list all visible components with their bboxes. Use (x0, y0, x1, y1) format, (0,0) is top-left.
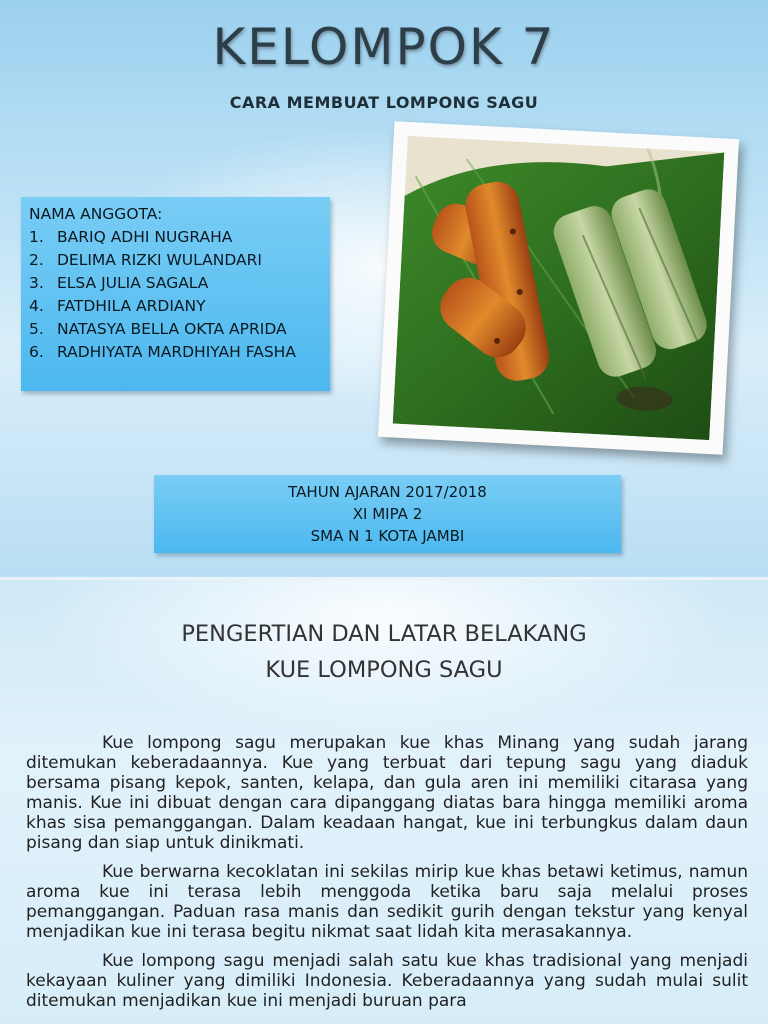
body-text (26, 733, 748, 1020)
member-item (29, 341, 330, 364)
member-item (29, 272, 330, 295)
lompong-sagu-image (393, 136, 725, 440)
member-item (29, 226, 330, 249)
section-title-line-2: KUE LOMPONG SAGU (265, 657, 503, 683)
member-number: 5. (29, 320, 44, 338)
paragraph: Kue lompong sagu merupakan kue khas Minang yang sudah jarang ditemukan keberadaannya. Kue yang terbuat dari tepung sagu yang diaduk bersama pisang kepok, santen, kelapa, dan gula aren ini memiliki citarasa yang manis. Kue ini dibuat dengan cara dipanggang diatas bara hingga memiliki aroma khas sisa pemanggangan. Dalam keadaan hangat, kue ini terbungkus dalam daun pisang dan siap untuk dinikmati. (26, 733, 748, 853)
class-name: XI MIPA 2 (352, 505, 423, 523)
member-item (29, 295, 330, 318)
food-photo (378, 121, 739, 455)
member-number: 2. (29, 251, 44, 269)
member-number: 4. (29, 297, 44, 315)
member-item (29, 249, 330, 272)
school-name: SMA N 1 KOTA JAMBI (310, 527, 465, 545)
member-number: 1. (29, 228, 44, 246)
slide-title: KELOMPOK 7 (212, 18, 556, 76)
member-name: ELSA JULIA SAGALA (57, 274, 209, 292)
section-title-line-1: PENGERTIAN DAN LATAR BELAKANG (181, 621, 587, 647)
member-number: 3. (29, 274, 44, 292)
paragraph: Kue lompong sagu menjadi salah satu kue khas tradisional yang menjadi kekayaan kuliner yang dimiliki Indonesia. Keberadaannya yang sudah mulai sulit ditemukan menjadikan kue ini menjadi buruan para (26, 951, 748, 1011)
member-name: BARIQ ADHI NUGRAHA (57, 228, 233, 246)
school-info-box (154, 475, 621, 553)
members-list (29, 226, 330, 364)
slide-subtitle: CARA MEMBUAT LOMPONG SAGU (229, 93, 539, 112)
members-box (21, 197, 330, 391)
paragraph: Kue berwarna kecoklatan ini sekilas mirip kue khas betawi ketimus, namun aroma kue ini terasa lebih menggoda ketika baru saja melalui proses pemanggangan. Paduan rasa manis dan sedikit gurih dengan tekstur yang kenyal menjadikan kue ini terasa begitu nikmat saat lidah kita merasakannya. (26, 862, 748, 942)
section-title (0, 616, 768, 688)
member-number: 6. (29, 343, 44, 361)
member-name: DELIMA RIZKI WULANDARI (57, 251, 262, 269)
member-name: NATASYA BELLA OKTA APRIDA (57, 320, 287, 338)
content-slide (0, 580, 768, 1024)
members-heading: NAMA ANGGOTA: (29, 205, 163, 223)
member-name: RADHIYATA MARDHIYAH FASHA (57, 343, 296, 361)
school-year: TAHUN AJARAN 2017/2018 (288, 483, 487, 501)
member-name: FATDHILA ARDIANY (57, 297, 206, 315)
member-item (29, 318, 330, 341)
